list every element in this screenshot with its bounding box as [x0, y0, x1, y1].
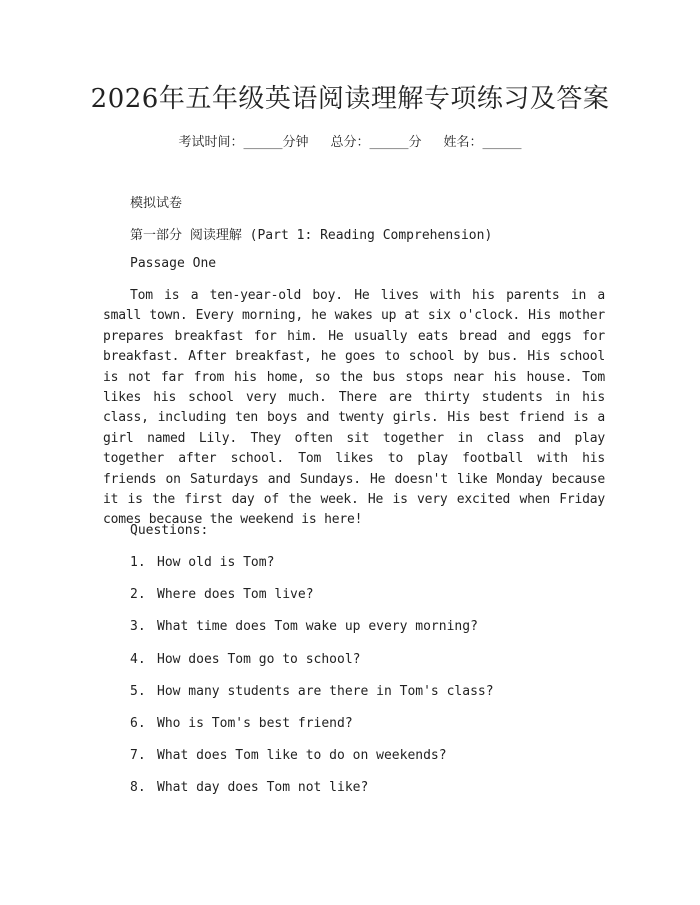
question-number: 2.	[130, 587, 146, 603]
question-number: 8.	[130, 780, 146, 796]
question-item	[130, 780, 494, 812]
question-number: 3.	[130, 619, 146, 635]
question-text: How old is Tom?	[157, 555, 275, 570]
exam-time-label: 考试时间：______分钟	[178, 135, 309, 150]
section-heading: 模拟试卷	[130, 196, 183, 211]
page-title: 2026年五年级英语阅读理解专项练习及答案	[90, 84, 610, 114]
total-score-label: 总分：______分	[330, 135, 422, 150]
question-text: What does Tom like to do on weekends?	[157, 748, 447, 764]
question-item	[130, 587, 494, 619]
question-number: 4.	[130, 651, 146, 667]
question-item	[130, 748, 494, 780]
question-text: Who is Tom's best friend?	[157, 715, 353, 731]
passage-text: Tom is a ten-year-old boy. He lives with his parents in a small town. Every morning, he wakes up at six o'clock. His mother prepares breakfast for him. He usually eats bread and eggs for breakfast. After breakfast, he goes to school by bus. His school is not far from his home, so the bus stops near his house. Tom likes his school very much. There are thirty students in his class, including ten boys and twenty girls. His best friend is a girl named Lily. They often sit together in class and play together after school. Tom likes to play football with his friends on Saturdays and Sundays. He doesn't like Monday because it is the first day of the week. He is very excited when Friday comes because the weekend is here!	[103, 288, 605, 528]
exam-meta	[0, 131, 700, 150]
question-number: 7.	[130, 748, 146, 764]
student-name-label: 姓名：______	[443, 135, 522, 150]
question-text: How does Tom go to school?	[157, 651, 361, 667]
questions-label: Questions:	[130, 523, 209, 538]
question-item	[130, 555, 494, 587]
question-item	[130, 652, 494, 684]
question-item	[130, 716, 494, 748]
question-text: What day does Tom not like?	[157, 780, 369, 796]
question-number: 1.	[130, 555, 146, 570]
part-heading: 第一部分 阅读理解 (Part 1: Reading Comprehension)	[130, 228, 493, 243]
question-item	[130, 619, 494, 651]
question-text: How many students are there in Tom's class?	[157, 683, 494, 699]
question-number: 6.	[130, 715, 146, 731]
question-text: Where does Tom live?	[157, 587, 314, 603]
question-text: What time does Tom wake up every morning?	[157, 619, 478, 635]
question-item	[130, 684, 494, 716]
passage-title: Passage One	[130, 256, 217, 271]
question-number: 5.	[130, 683, 146, 699]
question-list	[130, 555, 494, 813]
